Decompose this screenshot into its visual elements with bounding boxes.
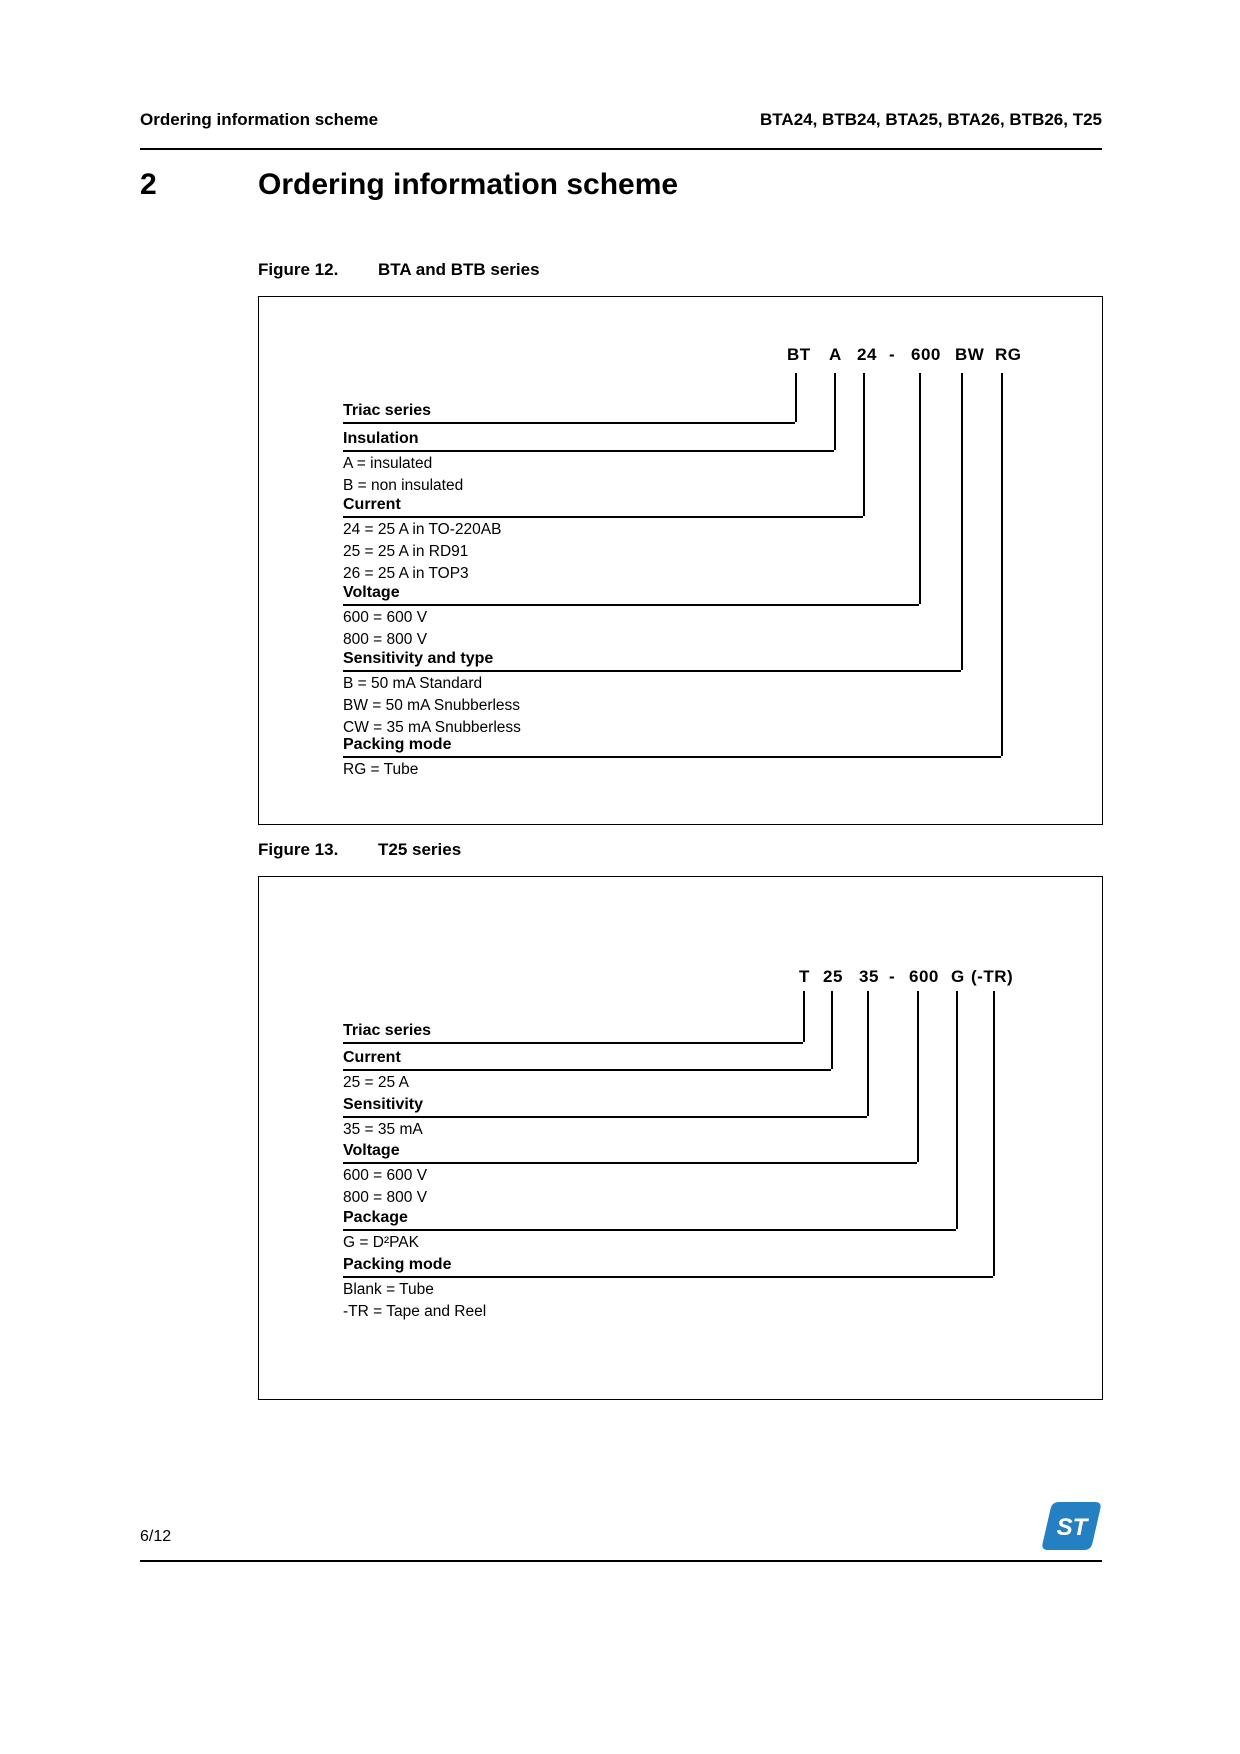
- code-part-sensitivity: BW: [955, 345, 985, 364]
- group-item: A = insulated: [343, 455, 433, 472]
- code-part-dash: -: [889, 967, 896, 986]
- connector-line-series: [803, 991, 805, 1042]
- group-title: Voltage: [343, 1142, 917, 1164]
- code-part-package: G: [951, 967, 965, 986]
- group-item: B = 50 mA Standard: [343, 675, 483, 692]
- group-title: Packing mode: [343, 736, 1001, 758]
- group-title: Current: [343, 496, 863, 518]
- field-group-sensitivity: [343, 1096, 867, 1140]
- connector-line-current: [831, 991, 833, 1069]
- section-number: 2: [140, 168, 157, 201]
- field-group-sensitivity: [343, 650, 961, 738]
- field-group-package: [343, 1209, 956, 1253]
- group-item: 26 = 25 A in TOP3: [343, 565, 469, 582]
- connector-line-voltage: [917, 991, 919, 1162]
- field-group-voltage: [343, 1142, 917, 1208]
- field-group-packing-mode: [343, 736, 1001, 780]
- footer-rule: [140, 1560, 1102, 1562]
- header-part-numbers: BTA24, BTB24, BTA25, BTA26, BTB26, T25: [760, 110, 1102, 129]
- figure12-caption: [258, 260, 540, 280]
- figure13-caption-label: Figure 13.: [258, 840, 339, 859]
- code-part-series: BT: [787, 345, 811, 364]
- group-item: 25 = 25 A: [343, 1074, 409, 1091]
- group-title: Triac series: [343, 402, 795, 424]
- field-group-current: [343, 496, 863, 584]
- group-title: Voltage: [343, 584, 919, 606]
- connector-line-voltage: [919, 373, 921, 604]
- group-item: 800 = 800 V: [343, 1189, 428, 1206]
- figure12-caption-title: BTA and BTB series: [378, 260, 540, 279]
- field-group-packing-mode: [343, 1256, 993, 1322]
- group-item: Blank = Tube: [343, 1281, 434, 1298]
- group-title: Insulation: [343, 430, 834, 452]
- group-title: Packing mode: [343, 1256, 993, 1278]
- group-item: BW = 50 mA Snubberless: [343, 697, 521, 714]
- field-group-triac-series: [343, 402, 795, 424]
- group-item: G = D²PAK: [343, 1234, 419, 1251]
- code-part-insulation: A: [829, 345, 842, 364]
- st-logo-icon: [1038, 1500, 1102, 1557]
- connector-line-packing: [1001, 373, 1003, 756]
- figure12-box: [258, 296, 1103, 825]
- group-title: Sensitivity: [343, 1096, 867, 1118]
- code-part-packing: (-TR): [971, 967, 1014, 986]
- figure12-caption-label: Figure 12.: [258, 260, 339, 279]
- group-title: Triac series: [343, 1022, 803, 1044]
- st-logo-text: ST: [1056, 1514, 1088, 1541]
- group-item: RG = Tube: [343, 761, 419, 778]
- group-item: 800 = 800 V: [343, 631, 428, 648]
- code-part-current: 25: [823, 967, 843, 986]
- field-group-voltage: [343, 584, 919, 650]
- field-group-triac-series: [343, 1022, 803, 1044]
- group-title: Current: [343, 1049, 831, 1071]
- page-number: 6/12: [140, 1528, 172, 1545]
- figure13-caption: [258, 840, 461, 860]
- group-item: 25 = 25 A in RD91: [343, 543, 469, 560]
- group-item: CW = 35 mA Snubberless: [343, 719, 521, 736]
- field-group-insulation: [343, 430, 834, 496]
- connector-line-packing: [993, 991, 995, 1276]
- figure13-caption-title: T25 series: [378, 840, 462, 859]
- group-item: 35 = 35 mA: [343, 1121, 423, 1138]
- code-part-sensitivity: 35: [859, 967, 879, 986]
- group-item: 600 = 600 V: [343, 1167, 428, 1184]
- connector-line-current: [863, 373, 865, 516]
- field-group-current: [343, 1049, 831, 1093]
- group-title: Package: [343, 1209, 956, 1231]
- code-part-voltage: 600: [911, 345, 941, 364]
- code-part-voltage: 600: [909, 967, 939, 986]
- group-item: B = non insulated: [343, 477, 464, 494]
- code-part-packing: RG: [995, 345, 1022, 364]
- connector-line-insulation: [834, 373, 836, 450]
- code-part-current: 24: [857, 345, 877, 364]
- header-section-title: Ordering information scheme: [140, 110, 379, 129]
- code-part-dash: -: [889, 345, 896, 364]
- group-item: -TR = Tape and Reel: [343, 1303, 487, 1320]
- code-part-series: T: [799, 967, 810, 986]
- group-title: Sensitivity and type: [343, 650, 961, 672]
- group-item: 600 = 600 V: [343, 609, 428, 626]
- group-item: 24 = 25 A in TO-220AB: [343, 521, 502, 538]
- figure13-box: [258, 876, 1103, 1400]
- connector-line-series: [795, 373, 797, 422]
- header-rule: [140, 148, 1102, 150]
- connector-line-sensitivity: [961, 373, 963, 670]
- section-title: Ordering information scheme: [258, 168, 679, 201]
- connector-line-sensitivity: [867, 991, 869, 1116]
- connector-line-package: [956, 991, 958, 1229]
